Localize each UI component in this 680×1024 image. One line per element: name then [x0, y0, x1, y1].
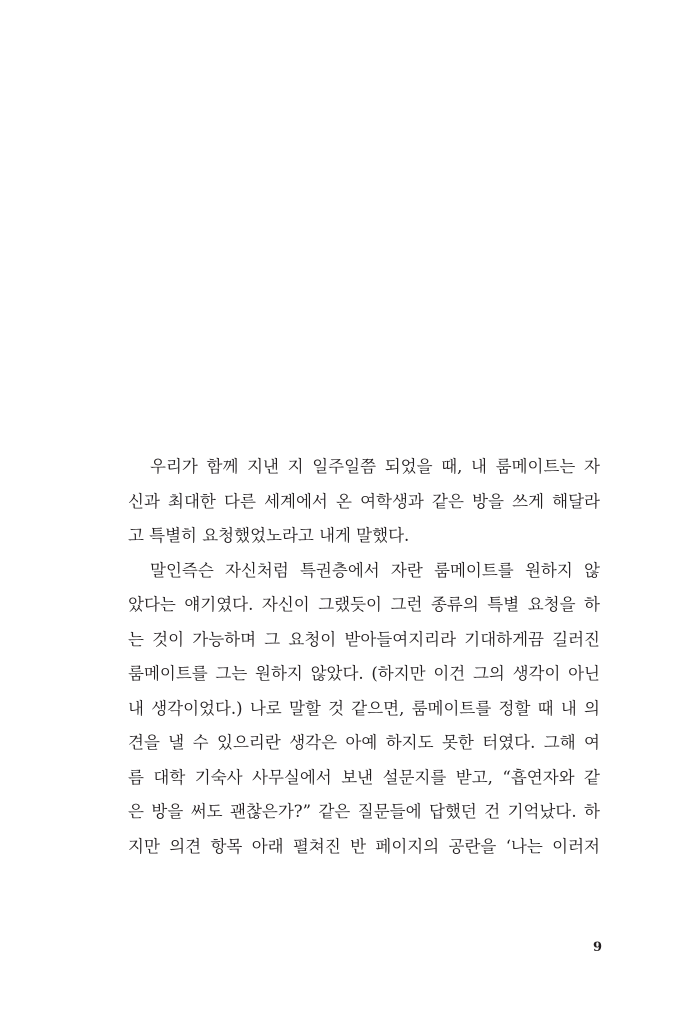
text-line: 룸메이트를 그는 원하지 않았다. (하지만 이건 그의 생각이 아닌: [128, 664, 600, 683]
text-line: 말인즉슨 자신처럼 특권층에서 자란 룸메이트를 원하지 않: [150, 560, 600, 580]
text-line: 우리가 함께 지낸 지 일주일쯤 되었을 때, 내 룸메이트는 자: [150, 457, 600, 476]
text-line: 신과 최대한 다른 세계에서 온 여학생과 같은 방을 쓰게 해달라: [128, 491, 600, 511]
text-line: 고 특별히 요청했었노라고 내게 말했다.: [128, 526, 410, 545]
text-line: 름 대학 기숙사 사무실에서 보낸 설문지를 받고, “흡연자와 같: [128, 767, 600, 787]
page-number: 9: [592, 940, 602, 955]
body-text: [128, 450, 600, 864]
text-line: 내 생각이었다.) 나로 말할 것 같으면, 룸메이트를 정할 때 내 의: [128, 698, 600, 718]
text-line: 견을 낼 수 있으리란 생각은 아예 하지도 못한 터였다. 그해 여: [128, 733, 600, 752]
text-line: 았다는 얘기였다. 자신이 그랬듯이 그런 종류의 특별 요청을 하: [128, 595, 600, 614]
text-line: 지만 의견 항목 아래 펼쳐진 반 페이지의 공란을 ‘나는 이러저: [128, 836, 600, 856]
text-line: 은 방을 써도 괜찮은가?” 같은 질문들에 답했던 건 기억났다. 하: [128, 802, 600, 821]
text-line: 는 것이 가능하며 그 요청이 받아들여지리라 기대하게끔 길러진: [128, 629, 600, 649]
